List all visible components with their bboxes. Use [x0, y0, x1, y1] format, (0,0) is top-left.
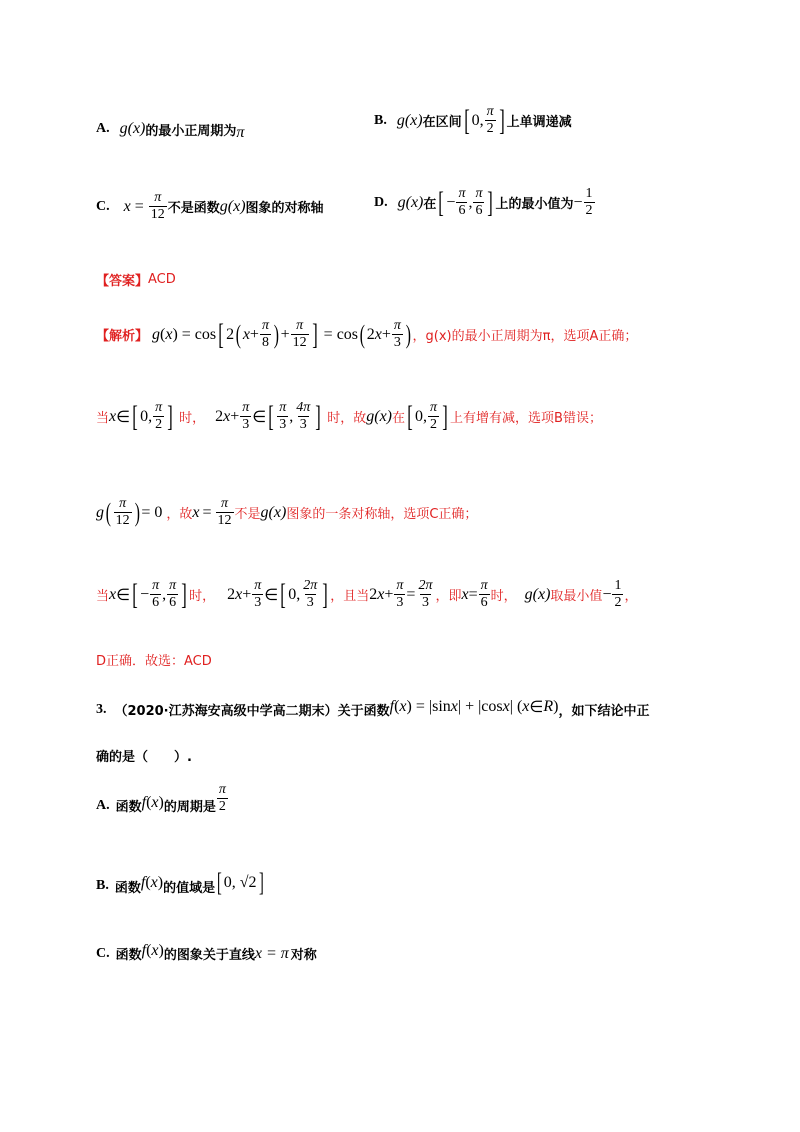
option-text: 不是函数 [167, 201, 220, 216]
math-expr: g(x) [119, 120, 146, 137]
fraction: $\frac{\pi}{12}$ [150, 190, 165, 222]
analysis-line-3: g ( $\frac{\pi}{12}$ ) = 0 ，故 x = $\frac{\pi}{12}$ 不是 g(x) 图象的一条对称轴，选项C正确； [96, 496, 478, 528]
q3-option-a[interactable]: A. 函数 f ( x ) 的周期是 $\frac{\pi}{2}$ [96, 782, 226, 815]
analysis-line-2: 当 x ∈ [ 0, $\frac{\pi}{2}$ ] 时， 2 x + $\frac{\pi}{3}$ ∈ [ $\frac{\pi}{3}$ , $\frac{4\pi}{3}$ ] 时，故 g(x) 在 [ 0, $\frac{\pi}{2}$ ] 上有增有减，选项B错误； [96, 399, 602, 433]
math-expr: g(x) [396, 111, 423, 129]
q3-option-c[interactable]: C. 函数 f ( x ) 的图象关于直线 x = π 对称 [96, 941, 317, 963]
option-text: 上的最小值为 [495, 197, 574, 212]
answer-line [96, 270, 176, 289]
answer-tag: 【答案】 [96, 274, 149, 289]
q3-stem-line-2: 确的是（ ）. [96, 750, 192, 765]
option-text: 在 [423, 197, 437, 212]
q3-stem-line-1: 3. （2020·江苏海安高级中学高二期末） 关于函数 f ( x ) = |sin x | + |cos x | ( x ∈ R ) ，如下结论中正 [96, 697, 650, 719]
analysis-text: ，g(x)的最小正周期为π，选项A正确； [412, 329, 638, 344]
q3-option-b[interactable]: B. 函数 f ( x ) 的值域是 [ 0, √2 ] [96, 868, 264, 897]
fraction: $\frac{1}{2}$ [585, 186, 593, 218]
option-label: D. [374, 194, 388, 210]
option-label: C. [96, 945, 110, 961]
fraction: $\frac{\pi}{2}$ [486, 104, 494, 136]
option-text: 图象的对称轴 [245, 201, 324, 216]
question-source: （2020·江苏海安高级中学高二期末） [114, 704, 338, 719]
math-expr: g(x) [397, 193, 424, 211]
math-expr: g(x) [219, 197, 246, 215]
q2-option-c[interactable]: C. x = $\frac{\pi}{12}$ 不是函数 g(x) 图象的对称轴 [96, 190, 324, 222]
math-value: x = π [254, 944, 289, 962]
option-text: 的最小正周期为 [145, 123, 237, 139]
option-label: B. [374, 112, 387, 128]
question-number: 3. [96, 701, 107, 717]
option-label: A. [96, 121, 110, 136]
math-value: π [236, 124, 245, 141]
option-label: A. [96, 797, 110, 813]
option-text: 在区间 [422, 115, 462, 130]
answer-value: ACD [148, 272, 176, 287]
q2-option-d[interactable]: D. g(x) 在 [ − $\frac{\pi}{6}$ , $\frac{\pi}{6}$ ] 上的最小值为 − $\frac{1}{2}$ [374, 185, 593, 219]
q2-option-a[interactable] [96, 116, 244, 142]
option-text: 上单调递减 [506, 115, 572, 130]
q2-option-b[interactable]: B. g(x) 在区间 [ 0, $\frac{\pi}{2}$ ] 上单调递减 [374, 103, 572, 137]
option-label: B. [96, 878, 109, 893]
option-label: C. [96, 198, 110, 214]
analysis-line-5: D正确．故选：ACD [96, 654, 212, 669]
fraction: $\frac{\pi}{2}$ [218, 782, 226, 814]
analysis-tag: 【解析】 [96, 329, 149, 344]
analysis-line-4: 当 x ∈ [ − $\frac{\pi}{6}$ , $\frac{\pi}{6}$ ] 时， 2 x + $\frac{\pi}{3}$ ∈ [ 0, $\frac{2\pi}{3}$ ] ，且当 2 x + $\frac{\pi}{3}$ = $\frac{2\pi}{3}$ ，即 x = $\frac{\pi}{6}$ 时， g(x) 取最小值 − $\frac{1}{2}$ ， [96, 577, 638, 611]
analysis-line-1: 【解析】 g ( x ) = cos [ 2 ( x + $\frac{\pi}{8}$ ) + $\frac{\pi}{12}$ ] = cos ( 2 x + $\frac{\pi}{3}$ ) ，g(x)的最小正周期为π，选项A正确； [96, 317, 638, 351]
